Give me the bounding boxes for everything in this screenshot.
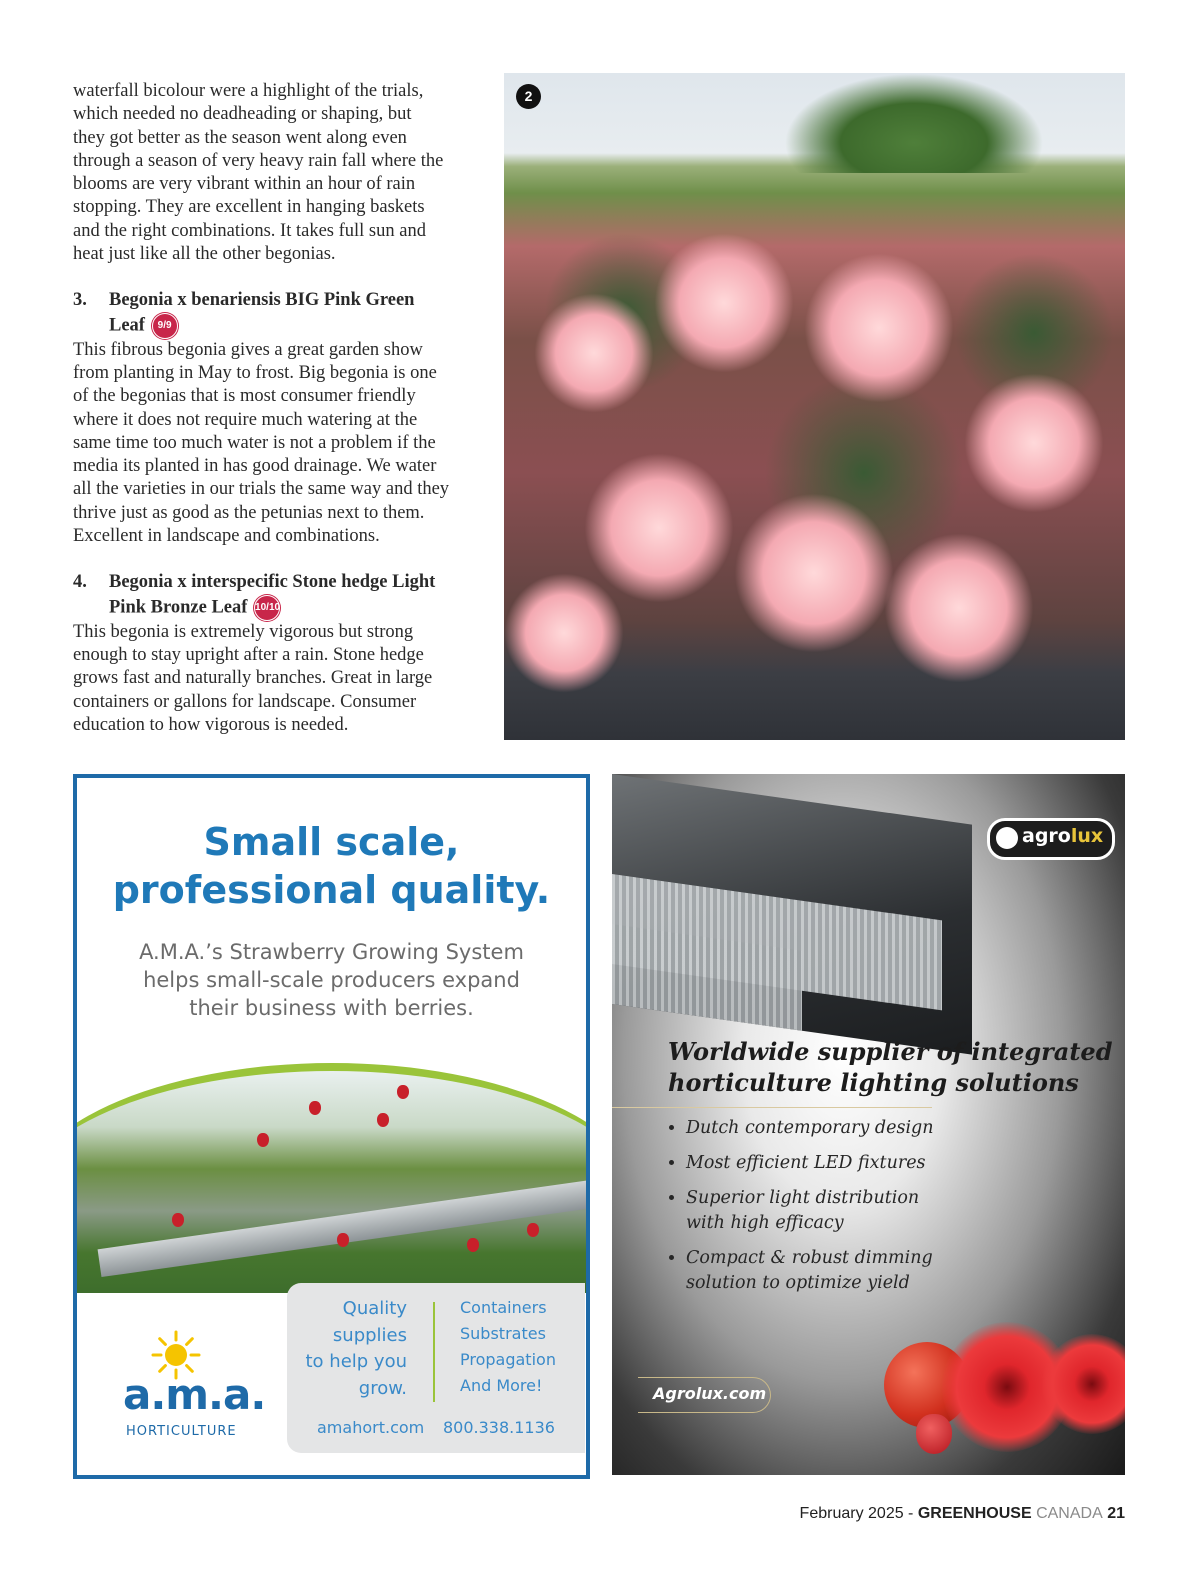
ama-tagline: Quality supplies to help you grow.	[305, 1298, 407, 1399]
item-4-body: This begonia is extremely vigorous but strong enough to stay upright after a rain. Stone hedge grows fast and naturally branches. Great in large containers or gallons for landscape. Consumer education to how vigorous is needed.	[73, 621, 433, 735]
rating-badge: 9/9	[152, 313, 178, 339]
flower-cluster	[884, 533, 1034, 683]
trees-background	[784, 73, 1044, 173]
ama-horticulture-ad[interactable]	[73, 774, 590, 1479]
strawberry	[257, 1133, 269, 1147]
issue-date: February 2025 -	[799, 1505, 918, 1522]
rating-badge: 10/10	[254, 595, 280, 621]
strawberry	[377, 1113, 389, 1127]
flower-cluster	[964, 373, 1104, 513]
ad-headline: Small scale, professional quality.	[112, 820, 551, 912]
list-item: • Superior light distribution with high efficacy	[686, 1186, 986, 1236]
ama-logo: a.m.a.	[123, 1370, 266, 1419]
intro-paragraph: waterfall bicolour were a highlight of the trials, which needed no deadheading or shaping, but they got better as the season went along even through a season of very heavy rain fall where the blooms are very vibrant within an hour of rain stopping. They are excellent in hanging baskets and the right combinations. It takes full sun and heat just like all the other begonias.	[73, 81, 444, 265]
ama-divider	[433, 1302, 435, 1402]
ama-product-list: Containers Substrates Propagation And More!	[460, 1298, 556, 1395]
agrolux-website-link[interactable]: Agrolux.com	[638, 1377, 771, 1413]
agrolux-ad[interactable]	[612, 774, 1125, 1475]
strawberry	[309, 1101, 321, 1115]
ama-logo-subtitle: HORTICULTURE	[126, 1424, 237, 1439]
item-3-heading	[73, 289, 483, 338]
item-title: Leaf	[109, 314, 145, 335]
item-title: Begonia x interspecific Stone hedge Light	[109, 572, 436, 593]
strawberry-image	[916, 1414, 952, 1454]
magazine-name: GREENHOUSE	[917, 1505, 1032, 1522]
strawberry	[467, 1238, 479, 1252]
item-number: 4.	[73, 572, 87, 593]
flower-cluster	[534, 293, 654, 413]
item-4-heading	[73, 571, 483, 620]
list-item: • Dutch contemporary design	[686, 1116, 986, 1141]
photo-number-badge: 2	[516, 84, 541, 109]
begonia-photo	[504, 73, 1125, 740]
flower-cluster	[504, 573, 624, 693]
list-item: • Compact & robust dimming solution to optimize yield	[686, 1246, 986, 1296]
flower-cluster	[734, 493, 894, 653]
agrolux-headline: Worldwide supplier of integrated horticulture lighting solutions	[668, 1037, 1113, 1097]
strawberry	[397, 1085, 409, 1099]
ama-phone-number[interactable]: 800.338.1136	[443, 1418, 555, 1437]
strawberry	[337, 1233, 349, 1247]
item-number: 3.	[73, 290, 87, 311]
headline-rule	[612, 1107, 932, 1108]
article-column	[73, 80, 483, 737]
item-3-body: This fibrous begonia gives a great garden show from planting in May to frost. Big begonia is one of the begonias that is most consumer friendly where it does not require much watering at the same time too much water is not a problem if the media its planted in has good drainage. We water all the varieties in our trials the same way and they thrive just as good as the petunias next to them. Excellent in landscape and combinations.	[73, 339, 450, 547]
ama-website-link[interactable]: amahort.com	[317, 1418, 425, 1437]
strawberry-greenhouse-photo	[77, 1063, 586, 1293]
item-title: Begonia x benariensis BIG Pink Green	[109, 290, 415, 311]
item-title: Pink Bronze Leaf	[109, 596, 248, 617]
ad-subheadline: A.M.A.’s Strawberry Growing System helps small-scale producers expand their business with berries.	[139, 940, 524, 1020]
magazine-region: CANADA	[1031, 1505, 1103, 1522]
agrolux-logo-icon	[996, 827, 1018, 849]
agrolux-logo: agrolux	[987, 818, 1115, 860]
page-footer	[800, 1505, 1125, 1523]
strawberry	[527, 1223, 539, 1237]
flower-cluster	[654, 233, 794, 373]
flower-cluster	[804, 253, 954, 403]
agrolux-feature-list	[668, 1116, 986, 1306]
strawberry	[172, 1213, 184, 1227]
list-item: • Most efficient LED fixtures	[686, 1151, 986, 1176]
page-number: 21	[1102, 1505, 1125, 1522]
flower-cluster	[584, 453, 734, 603]
